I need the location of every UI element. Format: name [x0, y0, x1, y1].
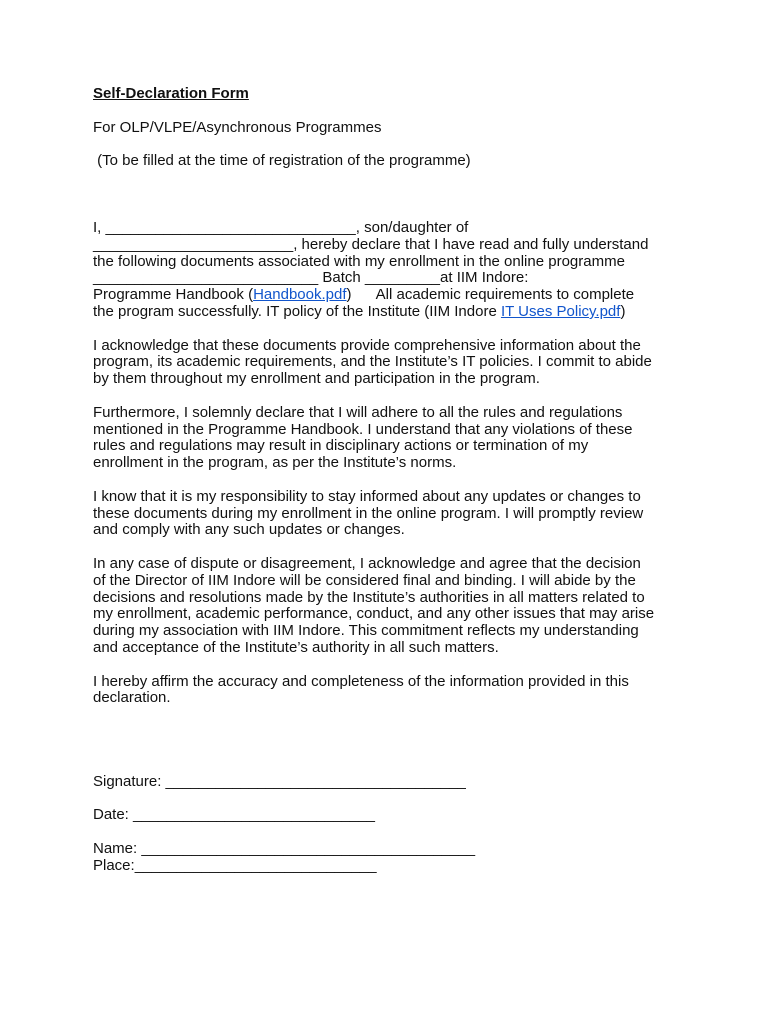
paragraph-line: Furthermore, I solemnly declare that I will adhere to all the rules and regulations: [93, 403, 623, 421]
paragraph-line: In any case of dispute or disagreement, I acknowledge and agree that the decision: [93, 554, 641, 572]
declaration-line: I, ______________________________, son/daughter of: [93, 218, 469, 236]
signature-field[interactable]: Signature: ____________________________________: [93, 772, 466, 790]
updates-paragraph: [93, 489, 683, 539]
handbook-suffix: ) All academic requirements to complete: [346, 286, 635, 304]
paragraph-line: declaration.: [93, 689, 171, 707]
paragraph-line: I know that it is my responsibility to stay informed about any updates or changes to: [93, 487, 641, 505]
spacer: [93, 170, 683, 220]
name-field[interactable]: Name: ________________________________________: [93, 840, 476, 858]
declaration-line: ________________________, hereby declare that I have read and fully understand: [93, 235, 649, 253]
it-policy-link[interactable]: IT Uses Policy.pdf: [500, 302, 621, 320]
paragraph-line: and comply with any such updates or changes.: [93, 521, 405, 539]
paragraph-line: decisions and resolutions made by the Institute’s authorities in all matters related to: [93, 588, 645, 606]
place-field[interactable]: Place:_____________________________: [93, 856, 377, 874]
paragraph-line: program, its academic requirements, and the Institute’s IT policies. I commit to abide: [93, 353, 652, 371]
declaration-line: [93, 304, 683, 321]
it-policy-suffix: ): [620, 302, 626, 320]
rules-paragraph: [93, 405, 683, 472]
paragraph-line: I hereby affirm the accuracy and completeness of the information provided in this: [93, 672, 629, 690]
acknowledgement-paragraph: [93, 338, 683, 388]
paragraph-line: enrollment in the program, as per the Institute’s norms.: [93, 454, 457, 472]
declaration-line: [93, 287, 683, 304]
handbook-prefix: Programme Handbook (: [93, 286, 254, 304]
affirmation-paragraph: [93, 674, 683, 708]
paragraph-line: by them throughout my enrollment and participation in the program.: [93, 370, 540, 388]
form-note: (To be filled at the time of registration of the programme): [93, 152, 471, 170]
it-policy-prefix: the program successfully. IT policy of the Institute (IIM Indore: [93, 302, 501, 320]
handbook-link[interactable]: Handbook.pdf: [253, 286, 347, 304]
document-page: [93, 86, 683, 875]
dispute-paragraph: [93, 556, 683, 657]
paragraph-line: my enrollment, academic performance, conduct, and any other issues that may arise: [93, 605, 655, 623]
paragraph-line: during my association with IIM Indore. This commitment reflects my understanding: [93, 622, 639, 640]
paragraph-line: of the Director of IIM Indore will be considered final and binding. I will abide by the: [93, 571, 636, 589]
declaration-paragraph: [93, 220, 683, 321]
paragraph-line: and acceptance of the Institute’s authority in all such matters.: [93, 638, 499, 656]
paragraph-line: mentioned in the Programme Handbook. I understand that any violations of these: [93, 420, 633, 438]
form-subtitle: For OLP/VLPE/Asynchronous Programmes: [93, 118, 382, 136]
paragraph-line: rules and regulations may result in disciplinary actions or termination of my: [93, 437, 589, 455]
paragraph-line: I acknowledge that these documents provide comprehensive information about the: [93, 336, 641, 354]
declaration-line: the following documents associated with my enrollment in the online programme: [93, 252, 625, 270]
spacer: [93, 724, 683, 774]
form-title: Self-Declaration Form: [93, 85, 249, 102]
declaration-line: ___________________________ Batch _________at IIM Indore:: [93, 269, 529, 287]
date-field[interactable]: Date: _____________________________: [93, 806, 375, 824]
paragraph-line: these documents during my enrollment in the online program. I will promptly review: [93, 504, 644, 522]
